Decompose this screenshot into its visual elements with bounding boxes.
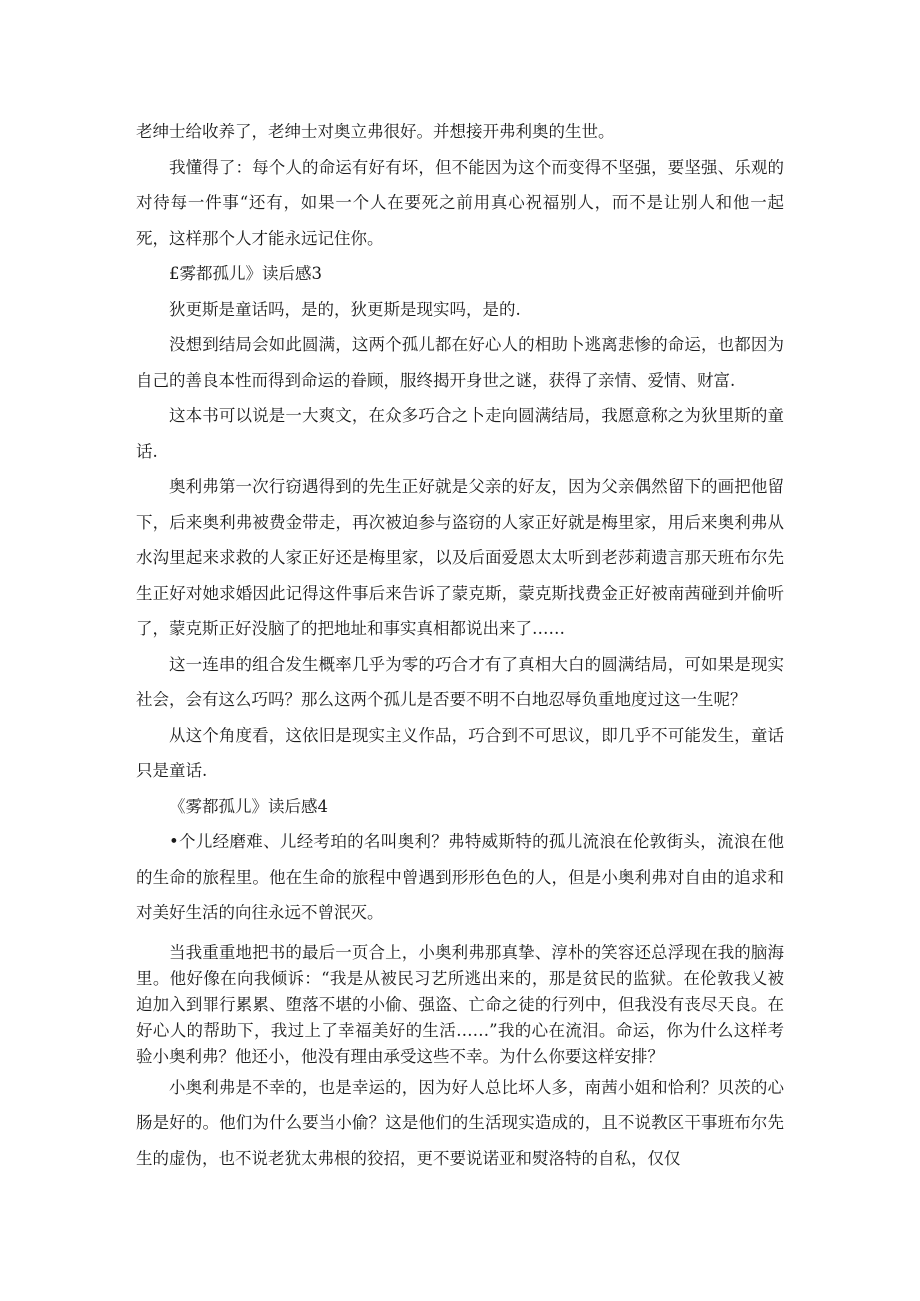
paragraph: 狄更斯是童话吗，是的，狄更斯是现实吗，是的. (169, 299, 521, 319)
section-heading: £雾都孤儿》读后感3 (169, 264, 322, 283)
paragraph: 老绅士给收养了，老绅士对奥立弗很好。并想接开弗利奥的生世。 (136, 122, 615, 141)
paragraph: •个儿经磨难、儿经考珀的名叫奥利？弗特威斯特的孤儿流浪在伦敦街头，流浪在他的生命的旅程里。他在生命的旅程中曾遇到形形色色的人，但是小奥利弗对自由的追求和对美好生活的向往永远不曾泯灭。 (136, 832, 784, 922)
paragraph: 我懂得了：每个人的命运有好有坏，但不能因为这个而变得不坚强，要坚强、乐观的对待每一件事“还有，如果一个人在要死之前用真心祝福别人，而不是让别人和他一起死，这样那个人才能永远记住你。 (136, 157, 784, 248)
paragraph: 没想到结局会如此圆满，这两个孤儿都在好心人的相助卜逃离悲惨的命运，也都因为自己的善良本性而得到命运的眷顾，服终揭开身世之谜，获得了亲情、爱情、财富. (136, 335, 784, 390)
paragraph: 奥利弗第一次行窃遇得到的先生正好就是父亲的好友，因为父亲偶然留下的画把他留下，后来奥利弗被费金带走，再次被迫参与盗窃的人家正好就是梅里家，用后来奥利弗从水沟里起来求救的人家正好还是梅里家，以及后面爱恩太太听到老莎莉遗言那天班布尔先生正好对她求婚因此记得这件事后来告诉了蒙克斯，蒙克斯找费金正好被南茜碰到并偷听了，蒙克斯正好没脑了的把地址和事实真相都说出来了…… (136, 477, 784, 638)
section-heading: 《雾都孤儿》读后感4 (169, 796, 328, 816)
document-body (136, 114, 784, 1176)
paragraph: 这一连串的组合发生概率几乎为零的巧合才有了真相大白的圆满结局，可如果是现实社会，会有这么巧吗？那么这两个孤儿是否要不明不白地忍辱负重地度过这一生呢？ (136, 654, 784, 709)
paragraph: 小奥利弗是不幸的，也是幸运的，因为好人总比坏人多，南茜小姐和恰利？贝茨的心肠是好的。他们为什么要当小偷？这是他们的生活现实造成的，且不说教区干事班布尔先生的虚伪，也不说老犹太弗根的狡招，更不要说诺亚和熨洛特的自私，仅仅 (136, 1077, 784, 1168)
paragraph: 当我重重地把书的最后一页合上，小奥利弗那真挚、淳朴的笑容还总浮现在我的脑海里。他好像在向我倾诉：“我是从被民习艺所逃出来的，那是贫民的监狱。在伦敦我乂被迫加入到罪行累累、堕落不堪的小偷、强盗、亡命之徒的行列中，但我没有丧尽天良。在好心人的帮助下，我过上了幸福美好的生活……”我的心在流泪。命运，你为什么这样考验小奥利弗？他还小，他没有理由承受这些不幸。为什么你要这样安排？ (136, 942, 784, 1066)
paragraph: 从这个角度看，这依旧是现实主义作品，巧合到不可思议，即几乎不可能发生，童话只是童话. (136, 725, 784, 780)
paragraph: 这本书可以说是一大爽文，在众多巧合之卜走向圆满结局，我愿意称之为狄里斯的童话. (136, 406, 784, 461)
